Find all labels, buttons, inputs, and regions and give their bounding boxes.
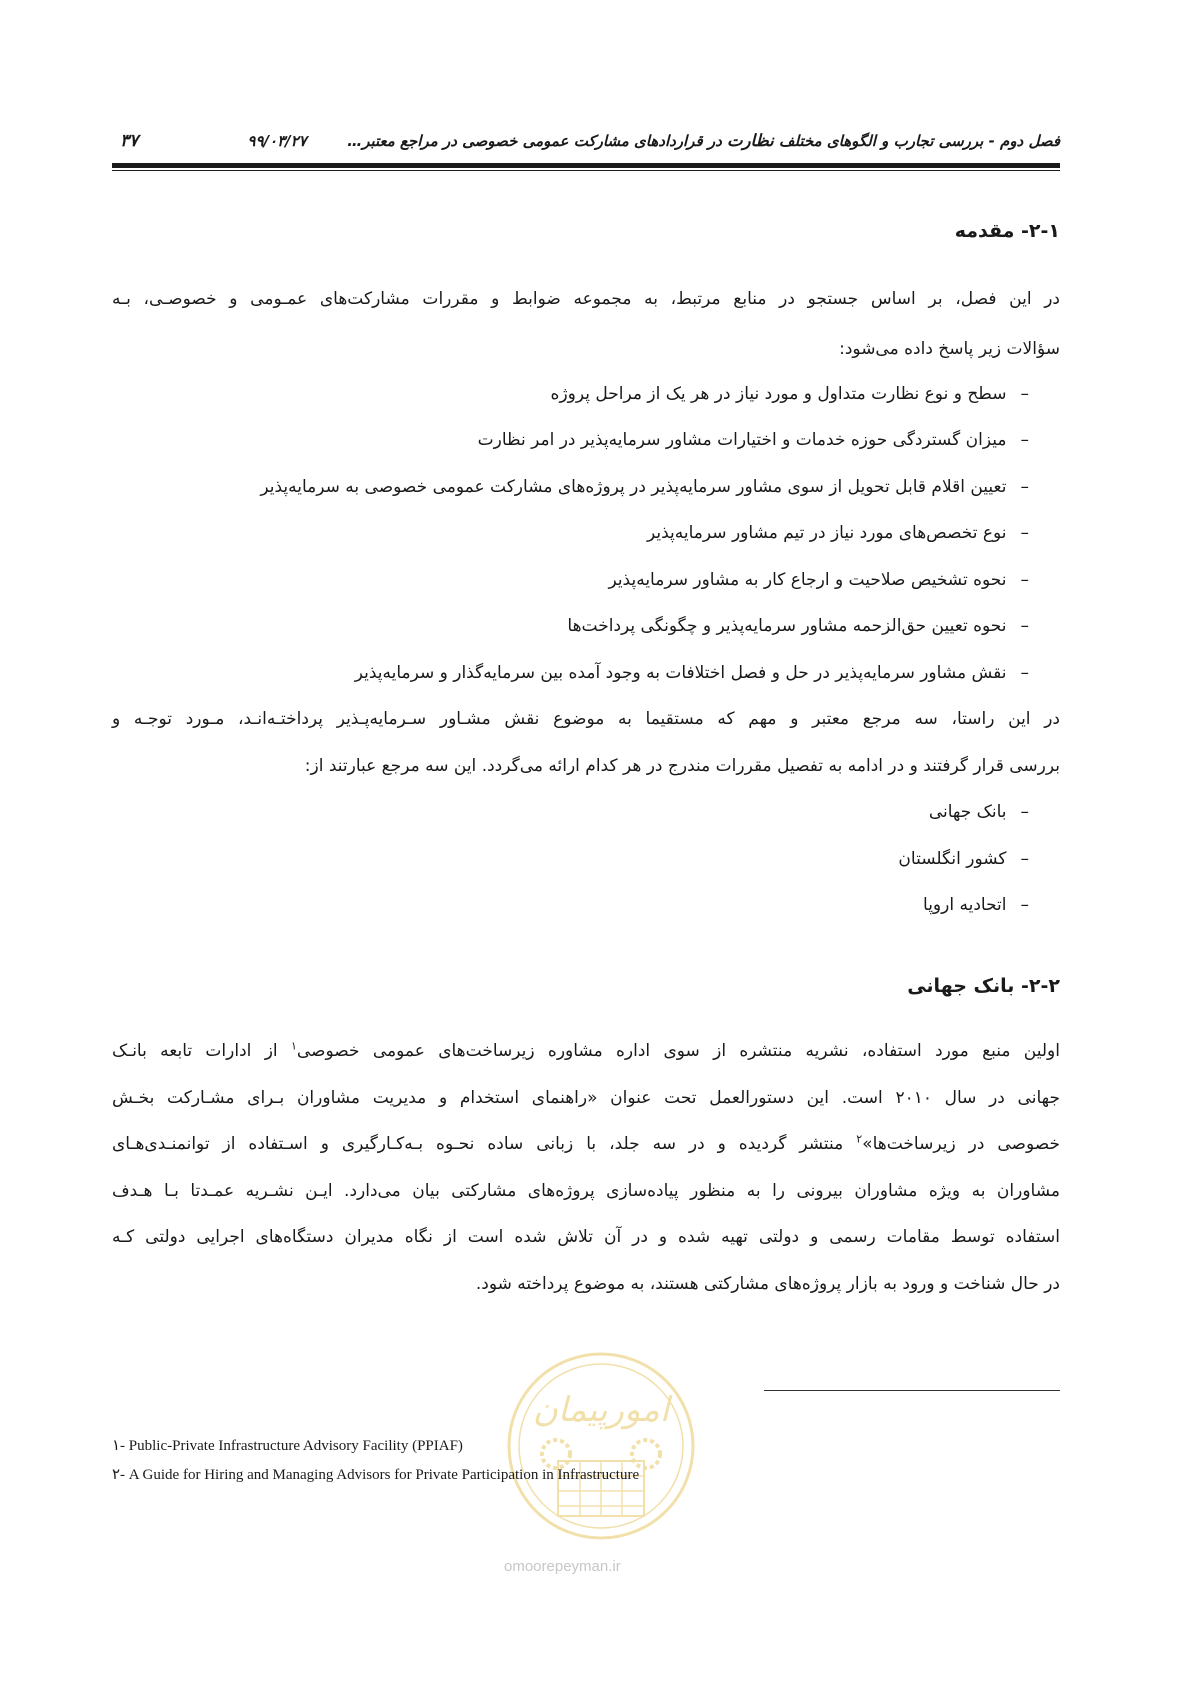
dash-bullet: – [1020, 616, 1029, 636]
header-date: ۹۹/۰۳/۲۷ [247, 132, 307, 150]
header-title-part1: فصل دوم - بررسی تجارب و الگوهای مختلف [778, 132, 1060, 150]
question-item: –نحوه تعیین حق‌الزحمه مشاور سرمایه‌پذیر و چگونگی پرداخت‌ها [567, 616, 1029, 636]
page-number: ۳۷ [120, 131, 139, 151]
world-bank-paragraph-line-2: جهانی در سال ۲۰۱۰ است. این دستورالعمل تحت عنوان «راهنمای استخدام و مدیریت مشاوران بـرای مشـارکت بخـش [112, 1088, 1060, 1108]
section-heading-world-bank: ۲-۲- بانک جهانی [907, 975, 1060, 997]
intro-paragraph-line-2: سؤالات زیر پاسخ داده می‌شود: [839, 339, 1060, 359]
world-bank-paragraph-line-6: در حال شناخت و ورود به بازار پروژه‌های مشارکتی هستند، به موضوع پرداخته شود. [475, 1274, 1060, 1294]
references-paragraph-line-1: در این راستا، سه مرجع معتبر و مهم که مستقیما به موضوع نقش مشـاور سـرمایه‌پـذیر پرداختـه‌انـد، مـورد توجـه و [112, 709, 1060, 729]
section-heading-intro: ۲-۱- مقدمه [954, 220, 1060, 242]
footnote-1: ۱- Public-Private Infrastructure Advisory Facility (PPIAF) [112, 1438, 463, 1454]
question-item: –نوع تخصص‌های مورد نیاز در تیم مشاور سرمایه‌پذیر [647, 523, 1029, 543]
dash-bullet: – [1020, 895, 1029, 915]
footnote-2: ۲- A Guide for Hiring and Managing Advisors for Private Participation in Infrastructure [112, 1467, 640, 1483]
world-bank-paragraph-line-3: خصوصی در زیرساخت‌ها»$^۲$ منتشر گردیده و در سه جلد، با زبانی ساده نحـوه بـه‌کـارگیری و اسـتفاده از توانمنـدی‌هـای [112, 1132, 1060, 1154]
world-bank-paragraph-line-1: اولین منبع مورد استفاده، نشریه منتشره از سوی اداره مشاوره زیرساخت‌های عمومی خصوصی$^۱$ از ادارات تابعه بانـک [112, 1039, 1060, 1061]
footnote-ref-2: ۲ [856, 1132, 863, 1146]
reference-item: –کشور انگلستان [898, 849, 1029, 869]
dash-bullet: – [1020, 663, 1029, 683]
question-item: –نقش مشاور سرمایه‌پذیر در حل و فصل اختلافات به وجود آمده بین سرمایه‌گذار و سرمایه‌پذیر [354, 663, 1029, 683]
dash-bullet: – [1020, 802, 1029, 822]
running-header-title [247, 131, 1060, 150]
dash-bullet: – [1020, 477, 1029, 497]
question-item: –نحوه تشخیص صلاحیت و ارجاع کار به مشاور سرمایه‌پذیر [608, 570, 1029, 590]
omoorepeyman-watermark-logo [476, 1336, 726, 1586]
dash-bullet: – [1020, 570, 1029, 590]
dash-bullet: – [1020, 523, 1029, 543]
dash-bullet: – [1020, 384, 1029, 404]
header-title-bold: نظارت [727, 131, 774, 150]
question-item: –سطح و نوع نظارت متداول و مورد نیاز در هر یک از مراحل پروژه [550, 384, 1029, 404]
footnote-separator [764, 1390, 1060, 1391]
reference-item: –اتحادیه اروپا [923, 895, 1029, 915]
reference-item: –بانک جهانی [928, 802, 1029, 822]
world-bank-paragraph-line-4: مشاوران به ویژه مشاوران بیرونی را به منظور پیاده‌سازی پروژه‌های مشارکتی بیان می‌دارد. ایـن نشـریه عمـدتا بـا هـدف [112, 1181, 1060, 1201]
world-bank-paragraph-line-5: استفاده توسط مقامات رسمی و دولتی تهیه شده و در آن تلاش شده است از نگاه مدیران دستگاه‌های اجرایی دولتی کـه [112, 1227, 1060, 1247]
watermark-site-text: omoorepeyman.ir [504, 1558, 621, 1575]
question-item: –تعیین اقلام قابل تحویل از سوی مشاور سرمایه‌پذیر در پروژه‌های مشارکت عمومی خصوصی به سرمایه‌پذیر [260, 477, 1029, 497]
dash-bullet: – [1020, 849, 1029, 869]
intro-paragraph-line-1: در این فصل، بر اساس جستجو در منابع مرتبط، به مجموعه ضوابط و مقررات مشارکت‌های عمـومی و خصوصـی، بـه [112, 289, 1060, 309]
watermark-logo-text: امورپیمان [532, 1390, 670, 1430]
header-rule-thin [112, 170, 1060, 171]
header-rule-thick [112, 163, 1060, 168]
header-title-part2: در قراردادهای مشارکت عمومی خصوصی در مراجع معتبر… [347, 132, 722, 150]
dash-bullet: – [1020, 430, 1029, 450]
question-item: –میزان گستردگی حوزه خدمات و اختیارات مشاور سرمایه‌پذیر در امر نظارت [477, 430, 1029, 450]
footnote-ref-1: ۱ [290, 1039, 297, 1053]
references-paragraph-line-2: بررسی قرار گرفتند و در ادامه به تفصیل مقررات مندرج در هر کدام ارائه می‌گردد. این سه مرجع عبارتند از: [304, 756, 1060, 776]
